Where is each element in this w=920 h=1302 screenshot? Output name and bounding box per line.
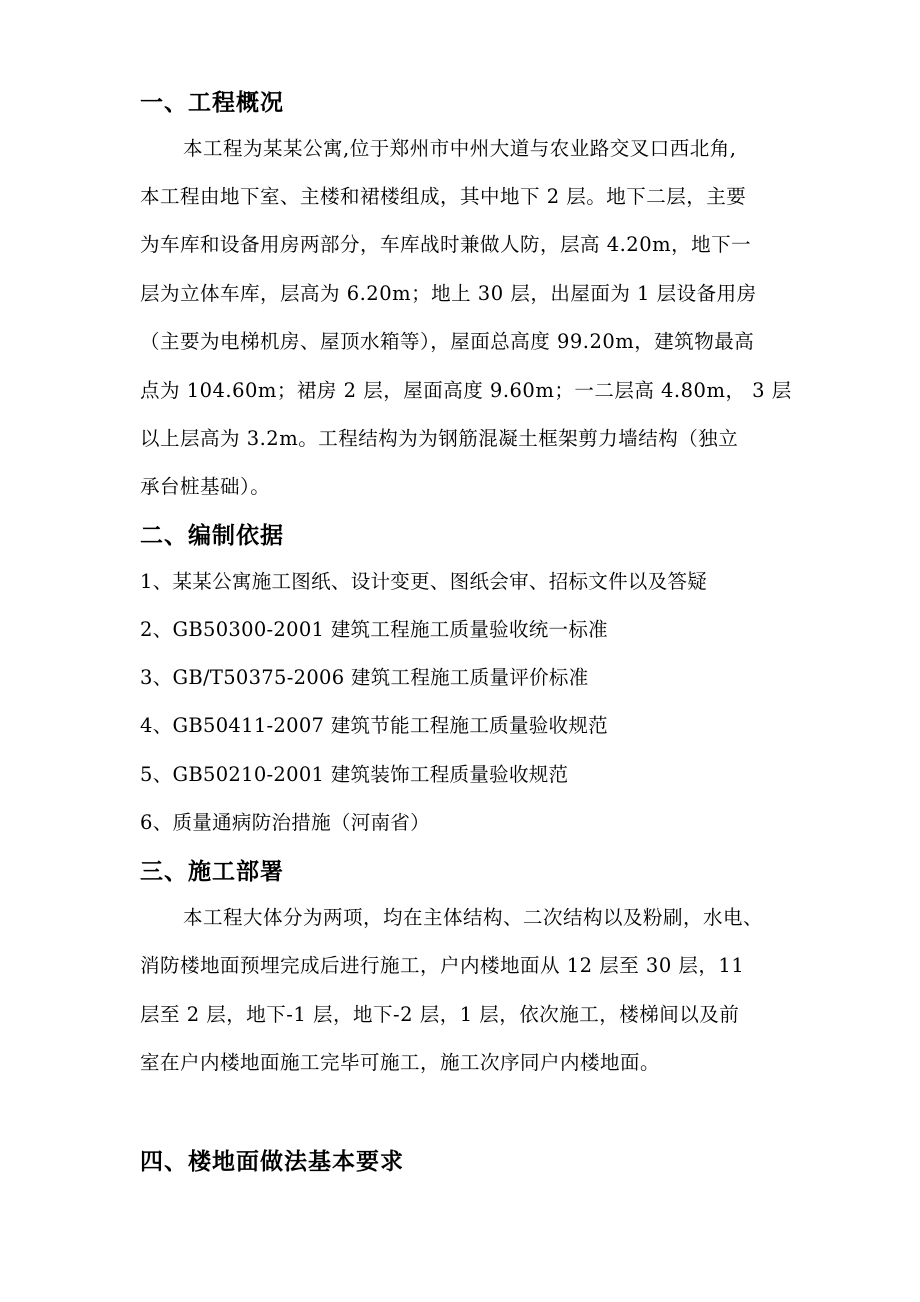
section-4-heading: 四、楼地面做法基本要求 (140, 1149, 404, 1175)
section-1-line-3: 为车库和设备用房两部分，车库战时兼做人防，层高 4.20m，地下一 (140, 233, 752, 256)
reference-item-3: 3、GB/T50375-2006 建筑工程施工质量评价标准 (140, 666, 589, 689)
section-3-line-3: 层至 2 层，地下-1 层，地下-2 层，1 层，依次施工，楼梯间以及前 (140, 1003, 740, 1026)
reference-item-1: 1、某某公寓施工图纸、设计变更、图纸会审、招标文件以及答疑 (140, 570, 708, 593)
section-1-line-7: 以上层高为 3.2m。工程结构为为钢筋混凝土框架剪力墙结构（独立 (140, 427, 739, 450)
section-1-line-4: 层为立体车库，层高为 6.20m；地上 30 层，出屋面为 1 层设备用房 (140, 282, 757, 305)
reference-item-5: 5、GB50210-2001 建筑装饰工程质量验收规范 (140, 763, 569, 786)
section-1-line-8: 承台桩基础）。 (140, 475, 271, 498)
section-1-line-1: 本工程为某某公寓,位于郑州市中州大道与农业路交叉口西北角, (183, 137, 737, 160)
reference-item-6: 6、质量通病防治措施（河南省） (140, 811, 430, 834)
section-3-line-1: 本工程大体分为两项，均在主体结构、二次结构以及粉刷，水电、 (183, 906, 764, 929)
reference-item-2: 2、GB50300-2001 建筑工程施工质量验收统一标准 (140, 618, 608, 641)
section-1-line-6: 点为 104.60m；裙房 2 层，屋面高度 9.60m；一二层高 4.80m， 3 层 (140, 379, 792, 402)
section-1-line-5: （主要为电梯机房、屋顶水箱等），屋面总高度 99.20m，建筑物最高 (140, 330, 755, 353)
section-1-heading: 一、工程概况 (140, 90, 284, 116)
section-2-heading: 二、编制依据 (140, 523, 284, 549)
section-3-line-4: 室在户内楼地面施工完毕可施工，施工次序同户内楼地面。 (140, 1051, 661, 1074)
section-1-line-2: 本工程由地下室、主楼和裙楼组成，其中地下 2 层。地下二层，主要 (140, 185, 747, 208)
section-3-line-2: 消防楼地面预埋完成后进行施工，户内楼地面从 12 层至 30 层，11 (140, 954, 745, 977)
section-3-heading: 三、施工部署 (140, 859, 284, 885)
reference-item-4: 4、GB50411-2007 建筑节能工程施工质量验收规范 (140, 714, 608, 737)
